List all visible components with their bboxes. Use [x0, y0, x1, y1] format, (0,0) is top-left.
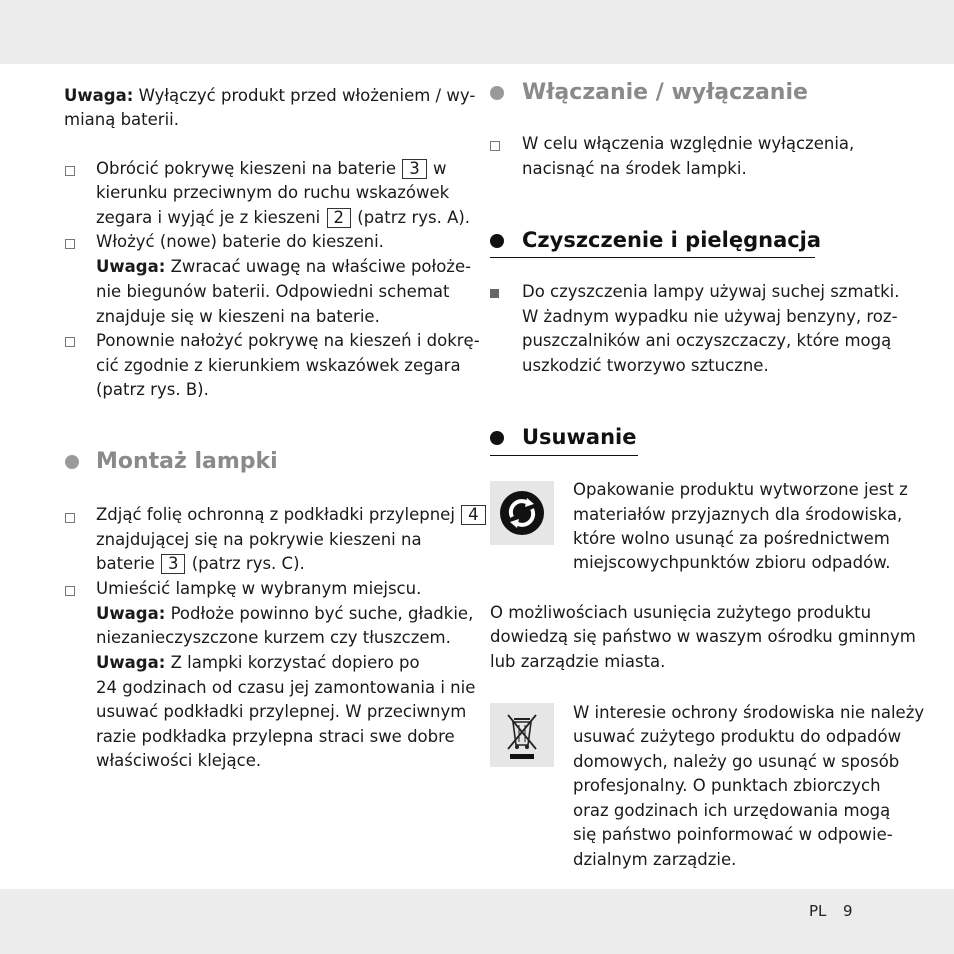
bottom-bar [0, 889, 954, 954]
step-insert-note: Uwaga: Zwracać uwagę na właściwe położe- [96, 257, 472, 276]
step-open-cover-l3: zegara i wyjąć je z kieszeni 2 (patrz rys. A). [96, 208, 471, 227]
heading-underline [490, 257, 815, 258]
switch-text: W celu włączenia względnie wyłączenia, [522, 134, 855, 153]
step-open-cover-l2: kierunku przeciwnym do ruchu wskazówek [96, 183, 450, 202]
switch-text-l2: nacisnąć na środek lampki. [522, 159, 747, 178]
step-place-lamp: Umieścić lampkę w wybranym miejscu. [96, 579, 422, 598]
step-place-note1-l3: niezanieczyszczone kurzem czy tłuszczem. [96, 628, 451, 647]
bullet-icon [490, 141, 500, 151]
bullet-icon [65, 166, 75, 176]
heading-usuwanie: Usuwanie [522, 425, 637, 449]
green-dot-recycling-icon [490, 481, 554, 545]
disposal-packaging-l3: które wolno usunąć za pośrednictwem [573, 529, 890, 548]
disposal-packaging-l2: materiałów przyjaznych dla środowiska, [573, 505, 903, 524]
bullet-icon [65, 337, 75, 347]
disposal-weee-l2: usuwać zużytego produktu do odpadów [573, 727, 902, 746]
bullet-icon [65, 239, 75, 249]
cleaning-text-l3: puszczalników ani oczyszczaczy, które mogą [522, 331, 892, 350]
heading-dot-icon [490, 234, 504, 248]
step-place-note1: Uwaga: Podłoże powinno być suche, gładkie, [96, 604, 474, 623]
step-place-note2-l5: 24 godzinach od czasu jej zamontowania i nie [96, 678, 476, 697]
step-remove-foil-l3: baterie 3 (patrz rys. C). [96, 554, 305, 573]
heading-montaz: Montaż lampki [96, 449, 278, 474]
disposal-packaging-l4: miejscowychpunktów zbioru odpadów. [573, 553, 891, 572]
step-remove-foil-l2: znajdującej się na pokrywie kieszeni na [96, 530, 422, 549]
heading-dot-icon [490, 431, 504, 445]
step-remove-foil: Zdjąć folię ochronną z podkładki przylepnej 4 [96, 503, 487, 527]
disposal-weee-l5: oraz godzinach ich urzędowania mogą [573, 801, 891, 820]
heading-wlaczanie: Włączanie / wyłączanie [522, 80, 808, 105]
heading-dot-icon [65, 455, 79, 469]
bullet-icon [65, 586, 75, 596]
step-close-cover-l3: (patrz rys. B). [96, 380, 209, 399]
step-close-cover: Ponownie nałożyć pokrywę na kieszeń i dokrę- [96, 331, 480, 350]
step-place-note2-l7: razie podkładka przylepna straci swe dobre [96, 727, 455, 746]
step-place-note2: Uwaga: Z lampki korzystać dopiero po [96, 653, 420, 672]
disposal-weee-text: W interesie ochrony środowiska nie należy [573, 703, 925, 722]
footer-language: PL [809, 902, 827, 920]
page-number: 9 [843, 902, 853, 920]
disposal-weee-l4: profesjonalny. O punktach zbiorczych [573, 776, 881, 795]
step-insert-batteries: Włożyć (nowe) baterie do kieszeni. [96, 232, 384, 251]
top-bar [0, 0, 954, 64]
cleaning-text-l4: uszkodzić tworzywo sztuczne. [522, 356, 769, 375]
step-open-cover: Obrócić pokrywę kieszeni na baterie 3 w [96, 159, 447, 178]
bullet-icon [490, 289, 499, 298]
disposal-info-text: O możliwościach usunięcia zużytego produktu [490, 603, 872, 622]
heading-czyszczenie: Czyszczenie i pielęgnacja [522, 228, 822, 252]
disposal-weee-l6: się państwo poinformować w odpowie- [573, 825, 893, 844]
step-insert-note-l3: nie biegunów baterii. Odpowiedni schemat [96, 282, 450, 301]
note-remove-battery: Uwaga: Wyłączyć produkt przed włożeniem / wy- [64, 86, 476, 105]
disposal-weee-l7: dzialnym zarządzie. [573, 850, 737, 869]
heading-underline [490, 455, 638, 456]
step-insert-note-l4: znajduje się w kieszeni na baterie. [96, 307, 380, 326]
cleaning-text: Do czyszczenia lampy używaj suchej szmatki. [522, 282, 900, 301]
cleaning-text-l2: W żadnym wypadku nie używaj benzyny, roz- [522, 307, 898, 326]
bullet-icon [65, 513, 75, 523]
disposal-weee-l3: domowych, należy go usunąć w sposób [573, 752, 900, 771]
heading-dot-icon [490, 86, 504, 100]
step-place-note2-l8: właściwości klejące. [96, 751, 262, 770]
step-close-cover-l2: cić zgodnie z kierunkiem wskazówek zegara [96, 356, 461, 375]
disposal-info-l2: dowiedzą się państwo w waszym ośrodku gminnym [490, 627, 916, 646]
disposal-packaging-text: Opakowanie produktu wytworzone jest z [573, 480, 908, 499]
crossed-out-wheelie-bin-icon [490, 703, 554, 767]
note-remove-battery-cont: mianą baterii. [64, 110, 179, 129]
disposal-info-l3: lub zarządzie miasta. [490, 652, 666, 671]
step-place-note2-l6: usuwać podkładki przylepnej. W przeciwnym [96, 702, 467, 721]
